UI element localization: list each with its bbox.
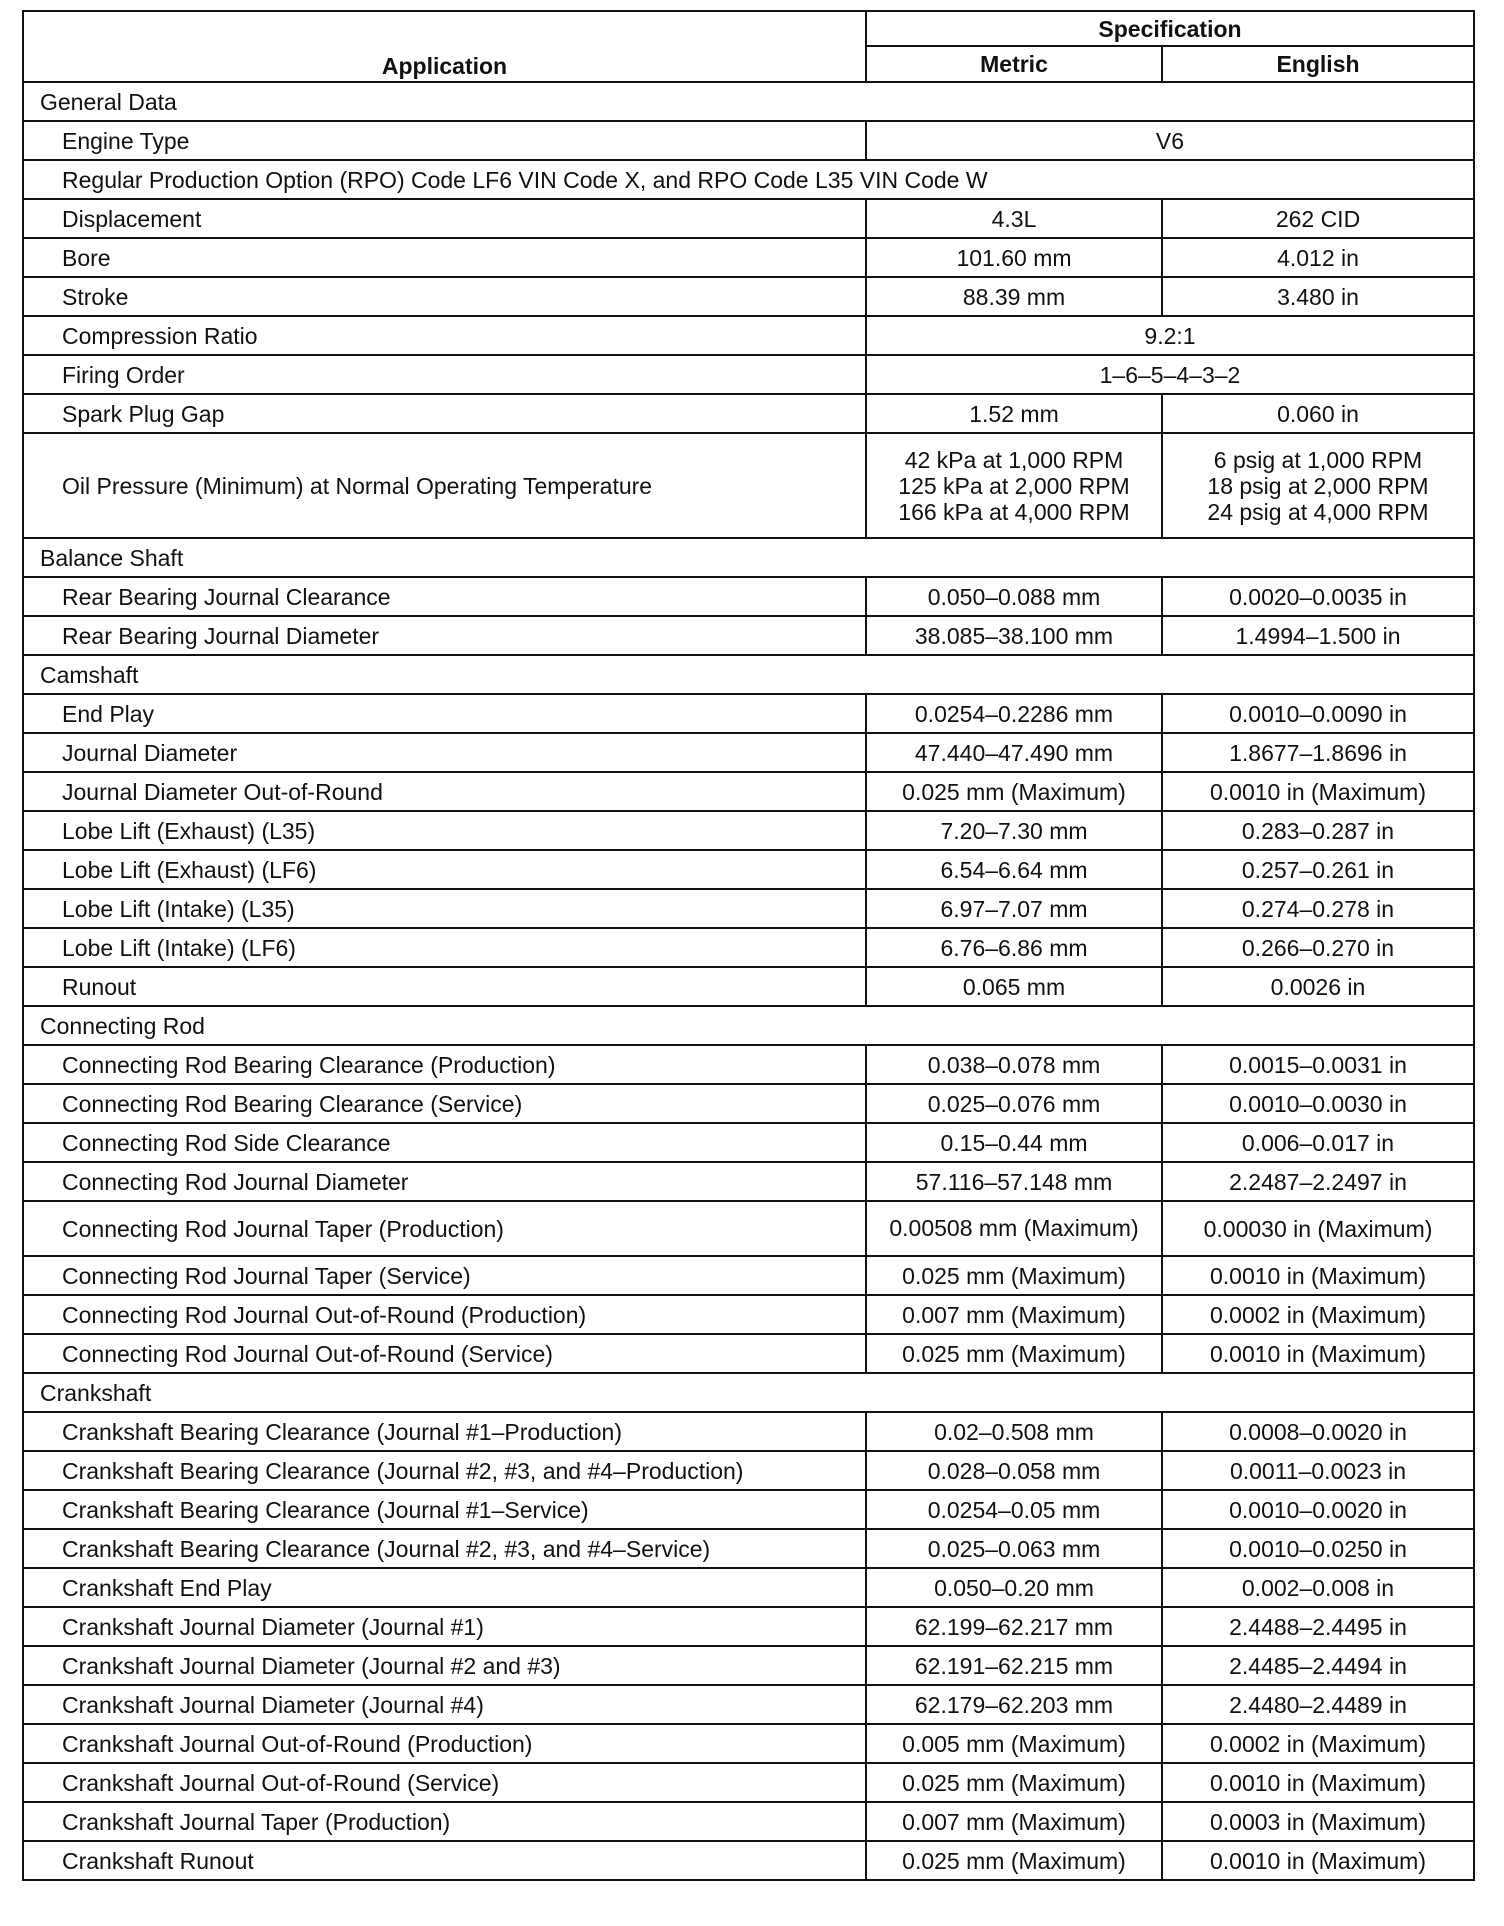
section-title: Crankshaft (23, 1373, 1474, 1412)
row-value-english: 0.0002 in (Maximum) (1162, 1724, 1474, 1763)
table-row (23, 1412, 1474, 1451)
row-value-english: 2.4485–2.4494 in (1162, 1646, 1474, 1685)
row-label: Journal Diameter Out-of-Round (23, 772, 866, 811)
row-label: Connecting Rod Journal Out-of-Round (Service) (23, 1334, 866, 1373)
row-label: Compression Ratio (23, 316, 866, 355)
row-value-english: 0.0026 in (1162, 967, 1474, 1006)
row-value-metric: 0.050–0.088 mm (866, 577, 1162, 616)
table-body (23, 82, 1474, 1880)
row-value-metric: 7.20–7.30 mm (866, 811, 1162, 850)
row-value-english: 0.0010 in (Maximum) (1162, 1841, 1474, 1880)
table-row (23, 1256, 1474, 1295)
table-row (23, 394, 1474, 433)
row-value-english: 0.0008–0.0020 in (1162, 1412, 1474, 1451)
row-value-english: 0.0002 in (Maximum) (1162, 1295, 1474, 1334)
row-value-metric: 6.54–6.64 mm (866, 850, 1162, 889)
english-line: 24 psig at 4,000 RPM (1207, 498, 1429, 525)
row-value-metric: 62.179–62.203 mm (866, 1685, 1162, 1724)
row-label: Regular Production Option (RPO) Code LF6 VIN Code X, and RPO Code L35 VIN Code W (23, 160, 1474, 199)
header-metric: Metric (866, 46, 1162, 82)
row-value-english: 3.480 in (1162, 277, 1474, 316)
row-value-english: 0.0010–0.0020 in (1162, 1490, 1474, 1529)
row-value-english: 4.012 in (1162, 238, 1474, 277)
row-value-metric: 1.52 mm (866, 394, 1162, 433)
row-value-english: 0.00030 in (Maximum) (1162, 1201, 1474, 1256)
row-value-metric: 0.025 mm (Maximum) (866, 1256, 1162, 1295)
row-value-english: 0.0010 in (Maximum) (1162, 1334, 1474, 1373)
row-value-english (1162, 433, 1474, 538)
row-value-english: 0.0003 in (Maximum) (1162, 1802, 1474, 1841)
row-value-combined: V6 (866, 121, 1474, 160)
table-header (23, 11, 1474, 82)
table-row (23, 928, 1474, 967)
table-row (23, 1451, 1474, 1490)
specification-table (22, 10, 1475, 1881)
row-value-metric: 0.025–0.063 mm (866, 1529, 1162, 1568)
row-label: Crankshaft Journal Diameter (Journal #4) (23, 1685, 866, 1724)
row-value-metric: 0.025 mm (Maximum) (866, 1841, 1162, 1880)
section-row (23, 538, 1474, 577)
metric-line: 166 kPa at 4,000 RPM (898, 498, 1130, 525)
table-row (23, 1607, 1474, 1646)
row-value-english: 0.274–0.278 in (1162, 889, 1474, 928)
table-row (23, 889, 1474, 928)
row-label: Connecting Rod Journal Taper (Production) (23, 1201, 866, 1256)
section-title: Connecting Rod (23, 1006, 1474, 1045)
table-row (23, 238, 1474, 277)
row-label: Firing Order (23, 355, 866, 394)
row-label: Lobe Lift (Intake) (L35) (23, 889, 866, 928)
row-value-metric: 0.15–0.44 mm (866, 1123, 1162, 1162)
row-value-metric: 6.76–6.86 mm (866, 928, 1162, 967)
section-title: Balance Shaft (23, 538, 1474, 577)
row-value-metric: 0.00508 mm (Maximum) (866, 1201, 1162, 1256)
row-label: Crankshaft Journal Out-of-Round (Production) (23, 1724, 866, 1763)
row-value-metric: 0.025 mm (Maximum) (866, 772, 1162, 811)
metric-line: 125 kPa at 2,000 RPM (898, 472, 1130, 499)
row-value-english: 0.0010 in (Maximum) (1162, 1763, 1474, 1802)
row-value-metric: 47.440–47.490 mm (866, 733, 1162, 772)
table-row (23, 1841, 1474, 1880)
row-value-metric: 101.60 mm (866, 238, 1162, 277)
row-label: Connecting Rod Journal Diameter (23, 1162, 866, 1201)
table-row (23, 616, 1474, 655)
row-value-metric: 0.02–0.508 mm (866, 1412, 1162, 1451)
row-label: Crankshaft Bearing Clearance (Journal #1–Service) (23, 1490, 866, 1529)
header-english: English (1162, 46, 1474, 82)
row-value-metric: 62.191–62.215 mm (866, 1646, 1162, 1685)
row-value-metric (866, 433, 1162, 538)
row-value-english: 0.0010 in (Maximum) (1162, 772, 1474, 811)
row-label: Crankshaft Bearing Clearance (Journal #1–Production) (23, 1412, 866, 1451)
table-row (23, 694, 1474, 733)
row-label: Crankshaft Journal Out-of-Round (Service) (23, 1763, 866, 1802)
row-value-metric: 0.025 mm (Maximum) (866, 1763, 1162, 1802)
row-value-metric: 0.005 mm (Maximum) (866, 1724, 1162, 1763)
table-row (23, 199, 1474, 238)
row-value-metric: 0.007 mm (Maximum) (866, 1802, 1162, 1841)
row-label: Crankshaft Runout (23, 1841, 866, 1880)
header-specification: Specification (866, 11, 1474, 46)
row-label: Bore (23, 238, 866, 277)
row-value-metric: 0.007 mm (Maximum) (866, 1295, 1162, 1334)
row-value-english: 1.4994–1.500 in (1162, 616, 1474, 655)
section-title: General Data (23, 82, 1474, 121)
table-row (23, 1084, 1474, 1123)
row-value-combined: 9.2:1 (866, 316, 1474, 355)
row-value-english: 0.257–0.261 in (1162, 850, 1474, 889)
table-row (23, 1045, 1474, 1084)
row-label: Lobe Lift (Exhaust) (LF6) (23, 850, 866, 889)
table-row (23, 355, 1474, 394)
row-label: Crankshaft Bearing Clearance (Journal #2, #3, and #4–Service) (23, 1529, 866, 1568)
row-value-metric: 4.3L (866, 199, 1162, 238)
table-row (23, 1334, 1474, 1373)
table-row (23, 1123, 1474, 1162)
section-row (23, 82, 1474, 121)
row-value-english: 0.0015–0.0031 in (1162, 1045, 1474, 1084)
row-value-metric: 6.97–7.07 mm (866, 889, 1162, 928)
table-row (23, 1568, 1474, 1607)
row-label: Connecting Rod Side Clearance (23, 1123, 866, 1162)
row-value-english: 2.4488–2.4495 in (1162, 1607, 1474, 1646)
row-value-metric: 0.025–0.076 mm (866, 1084, 1162, 1123)
section-row (23, 655, 1474, 694)
row-label: Crankshaft Journal Taper (Production) (23, 1802, 866, 1841)
row-label: Crankshaft End Play (23, 1568, 866, 1607)
row-value-metric: 88.39 mm (866, 277, 1162, 316)
row-value-metric: 57.116–57.148 mm (866, 1162, 1162, 1201)
row-value-english: 0.060 in (1162, 394, 1474, 433)
table-row (23, 121, 1474, 160)
row-value-metric: 0.050–0.20 mm (866, 1568, 1162, 1607)
table-row (23, 733, 1474, 772)
section-row (23, 1373, 1474, 1412)
table-row (23, 1201, 1474, 1256)
row-label: Connecting Rod Bearing Clearance (Production) (23, 1045, 866, 1084)
row-label: Connecting Rod Journal Taper (Service) (23, 1256, 866, 1295)
row-label: End Play (23, 694, 866, 733)
table-row (23, 1529, 1474, 1568)
row-value-english: 0.0010–0.0030 in (1162, 1084, 1474, 1123)
english-line: 18 psig at 2,000 RPM (1207, 472, 1429, 499)
row-value-metric: 0.025 mm (Maximum) (866, 1334, 1162, 1373)
table-row (23, 433, 1474, 538)
table-row (23, 1724, 1474, 1763)
row-value-english: 0.0010–0.0090 in (1162, 694, 1474, 733)
table-row (23, 1490, 1474, 1529)
table-row (23, 277, 1474, 316)
row-label: Spark Plug Gap (23, 394, 866, 433)
row-value-english: 1.8677–1.8696 in (1162, 733, 1474, 772)
row-value-english: 0.0011–0.0023 in (1162, 1451, 1474, 1490)
row-label: Stroke (23, 277, 866, 316)
row-label: Oil Pressure (Minimum) at Normal Operating Temperature (23, 433, 866, 538)
row-label: Crankshaft Bearing Clearance (Journal #2, #3, and #4–Production) (23, 1451, 866, 1490)
table-row (23, 316, 1474, 355)
row-value-english: 0.0010–0.0250 in (1162, 1529, 1474, 1568)
table-row (23, 1162, 1474, 1201)
row-value-metric: 0.0254–0.2286 mm (866, 694, 1162, 733)
row-label: Lobe Lift (Exhaust) (L35) (23, 811, 866, 850)
row-label: Connecting Rod Journal Out-of-Round (Production) (23, 1295, 866, 1334)
row-value-english: 0.0020–0.0035 in (1162, 577, 1474, 616)
row-label: Journal Diameter (23, 733, 866, 772)
metric-line: 42 kPa at 1,000 RPM (904, 446, 1124, 473)
row-value-english: 262 CID (1162, 199, 1474, 238)
row-value-english: 0.006–0.017 in (1162, 1123, 1474, 1162)
row-label: Rear Bearing Journal Clearance (23, 577, 866, 616)
row-value-metric: 0.038–0.078 mm (866, 1045, 1162, 1084)
row-value-english: 0.283–0.287 in (1162, 811, 1474, 850)
table-row (23, 1646, 1474, 1685)
row-value-combined: 1–6–5–4–3–2 (866, 355, 1474, 394)
row-value-english: 0.266–0.270 in (1162, 928, 1474, 967)
table-row (23, 577, 1474, 616)
table-row (23, 160, 1474, 199)
section-title: Camshaft (23, 655, 1474, 694)
row-value-english: 2.4480–2.4489 in (1162, 1685, 1474, 1724)
row-value-english: 0.0010 in (Maximum) (1162, 1256, 1474, 1295)
table-row (23, 1802, 1474, 1841)
row-label: Crankshaft Journal Diameter (Journal #1) (23, 1607, 866, 1646)
row-label: Crankshaft Journal Diameter (Journal #2 and #3) (23, 1646, 866, 1685)
english-line: 6 psig at 1,000 RPM (1213, 446, 1423, 473)
row-value-metric: 0.0254–0.05 mm (866, 1490, 1162, 1529)
row-label: Displacement (23, 199, 866, 238)
table-row (23, 811, 1474, 850)
table-row (23, 1763, 1474, 1802)
row-value-metric: 62.199–62.217 mm (866, 1607, 1162, 1646)
row-value-english: 2.2487–2.2497 in (1162, 1162, 1474, 1201)
table-row (23, 1685, 1474, 1724)
table-row (23, 850, 1474, 889)
row-value-metric: 38.085–38.100 mm (866, 616, 1162, 655)
row-value-metric: 0.065 mm (866, 967, 1162, 1006)
section-row (23, 1006, 1474, 1045)
row-value-metric: 0.028–0.058 mm (866, 1451, 1162, 1490)
row-label: Connecting Rod Bearing Clearance (Service) (23, 1084, 866, 1123)
table-row (23, 1295, 1474, 1334)
row-label: Rear Bearing Journal Diameter (23, 616, 866, 655)
row-label: Engine Type (23, 121, 866, 160)
row-value-english: 0.002–0.008 in (1162, 1568, 1474, 1607)
row-label: Runout (23, 967, 866, 1006)
row-label: Lobe Lift (Intake) (LF6) (23, 928, 866, 967)
table-row (23, 967, 1474, 1006)
header-application: Application (23, 11, 866, 82)
table-row (23, 772, 1474, 811)
